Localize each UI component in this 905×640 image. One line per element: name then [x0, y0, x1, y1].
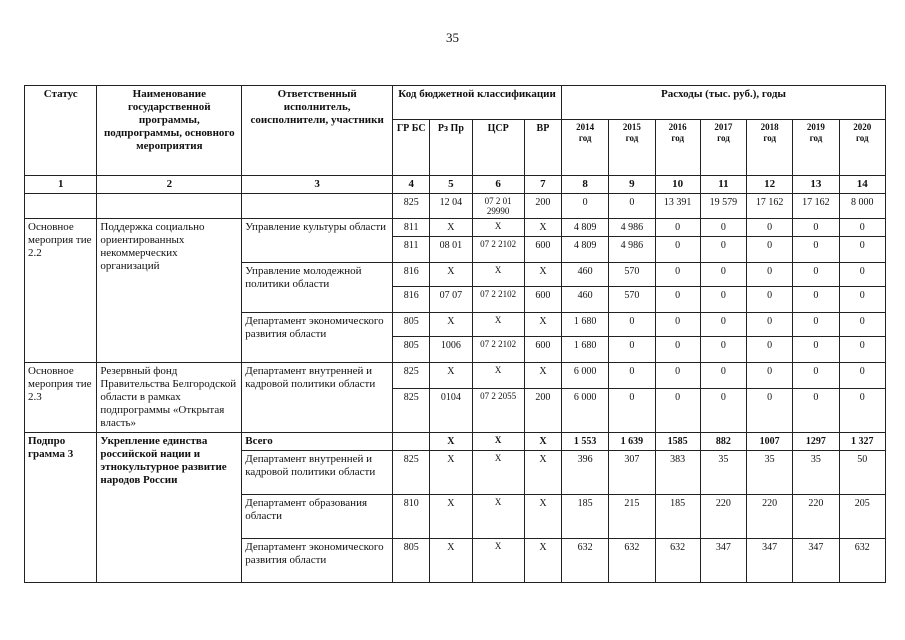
expense-cell: 0 — [839, 389, 885, 433]
budget-code-cell: 07 2 2055 — [472, 389, 524, 433]
header-year-unit: год — [578, 133, 592, 143]
expense-cell: 0 — [747, 287, 793, 313]
status-cell — [25, 194, 97, 219]
budget-code-cell: 811 — [393, 219, 430, 237]
expense-cell: 0 — [700, 363, 746, 389]
expense-cell: 632 — [839, 539, 885, 583]
expense-cell: 185 — [562, 495, 609, 539]
budget-code-cell: 825 — [393, 194, 430, 219]
budget-code-cell: Х — [524, 313, 561, 337]
table-row — [25, 433, 886, 451]
budget-code-cell: Х — [472, 495, 524, 539]
expense-cell: 383 — [655, 451, 700, 495]
budget-code-cell: Х — [430, 451, 472, 495]
expense-cell: 0 — [747, 263, 793, 287]
header-code-3: ВР — [524, 120, 561, 176]
expense-cell: 0 — [609, 337, 655, 363]
header-year-2019 — [793, 120, 839, 176]
expense-cell: 0 — [793, 313, 839, 337]
expense-cell: 1 553 — [562, 433, 609, 451]
column-number: 7 — [524, 176, 561, 194]
budget-code-cell: 805 — [393, 313, 430, 337]
expense-cell: 4 809 — [562, 219, 609, 237]
header-code-1: Рз Пр — [430, 120, 472, 176]
expense-cell: 307 — [609, 451, 655, 495]
budget-code-cell: Х — [430, 495, 472, 539]
expense-cell: 0 — [700, 237, 746, 263]
header-code-2: ЦСР — [472, 120, 524, 176]
expense-cell: 632 — [609, 539, 655, 583]
expense-cell: 1 639 — [609, 433, 655, 451]
header-year-2018 — [747, 120, 793, 176]
budget-code-cell: Х — [430, 219, 472, 237]
expense-cell: 17 162 — [793, 194, 839, 219]
expense-cell: 220 — [793, 495, 839, 539]
expense-cell: 0 — [609, 389, 655, 433]
budget-code-cell: 07 2 01 29990 — [472, 194, 524, 219]
expense-cell: 1007 — [747, 433, 793, 451]
table-row — [25, 194, 886, 219]
expense-cell: 19 579 — [700, 194, 746, 219]
expense-cell: 4 986 — [609, 219, 655, 237]
header-year-value: 2016 — [668, 122, 687, 132]
budget-code-cell: 07 2 2102 — [472, 337, 524, 363]
budget-code-cell: Х — [524, 539, 561, 583]
header-year-unit: год — [809, 133, 823, 143]
expense-cell: 570 — [609, 263, 655, 287]
expense-cell: 0 — [747, 363, 793, 389]
expense-cell: 35 — [793, 451, 839, 495]
table-row — [25, 363, 886, 389]
budget-table — [24, 85, 886, 583]
expense-cell: 0 — [793, 237, 839, 263]
expense-cell: 347 — [700, 539, 746, 583]
budget-code-cell: Х — [472, 363, 524, 389]
header-status: Статус — [25, 86, 97, 176]
expense-cell: 0 — [747, 313, 793, 337]
budget-code-cell: Х — [430, 433, 472, 451]
expense-cell: 632 — [562, 539, 609, 583]
name-cell: Укрепление единства российской нации и этнокультурное развитие народов России — [97, 433, 242, 583]
expense-cell: 8 000 — [839, 194, 885, 219]
column-numbers-row — [25, 176, 886, 194]
expense-cell: 0 — [655, 263, 700, 287]
column-number: 6 — [472, 176, 524, 194]
expense-cell: 0 — [793, 363, 839, 389]
expense-cell: 0 — [839, 219, 885, 237]
expense-cell: 0 — [655, 237, 700, 263]
expense-cell: 13 391 — [655, 194, 700, 219]
expense-cell: 50 — [839, 451, 885, 495]
budget-code-cell: 200 — [524, 194, 561, 219]
budget-code-cell: 811 — [393, 237, 430, 263]
budget-code-cell — [393, 433, 430, 451]
budget-code-cell: 12 04 — [430, 194, 472, 219]
header-responsible: Ответственный исполнитель, соисполнители, участники — [242, 86, 393, 176]
column-number: 4 — [393, 176, 430, 194]
responsible-cell: Департамент внутренней и кадровой политики области — [242, 363, 393, 433]
expense-cell: 35 — [747, 451, 793, 495]
header-year-2020 — [839, 120, 885, 176]
expense-cell: 0 — [747, 219, 793, 237]
expense-cell: 0 — [839, 287, 885, 313]
status-cell: Основное мероприя тие 2.2 — [25, 219, 97, 363]
expense-cell: 0 — [839, 263, 885, 287]
status-cell: Основное мероприя тие 2.3 — [25, 363, 97, 433]
header-year-value: 2015 — [622, 122, 641, 132]
expense-cell: 0 — [700, 287, 746, 313]
expense-cell: 0 — [747, 237, 793, 263]
budget-code-cell: 825 — [393, 451, 430, 495]
expense-cell: 0 — [700, 389, 746, 433]
responsible-cell: Департамент экономического развития области — [242, 539, 393, 583]
expense-cell: 185 — [655, 495, 700, 539]
budget-code-cell: Х — [524, 263, 561, 287]
responsible-cell: Всего — [242, 433, 393, 451]
expense-cell: 205 — [839, 495, 885, 539]
expense-cell: 6 000 — [562, 363, 609, 389]
budget-code-cell: 08 01 — [430, 237, 472, 263]
table-row — [25, 219, 886, 237]
expense-cell: 0 — [655, 337, 700, 363]
expense-cell: 396 — [562, 451, 609, 495]
budget-code-cell: Х — [524, 451, 561, 495]
budget-code-cell: Х — [430, 313, 472, 337]
expense-cell: 1 680 — [562, 337, 609, 363]
column-number: 12 — [747, 176, 793, 194]
budget-code-cell: Х — [524, 433, 561, 451]
column-number: 13 — [793, 176, 839, 194]
expense-cell: 0 — [700, 313, 746, 337]
expense-cell: 0 — [747, 337, 793, 363]
expense-cell: 0 — [655, 363, 700, 389]
budget-code-cell: Х — [472, 313, 524, 337]
responsible-cell: Управление молодежной политики области — [242, 263, 393, 313]
budget-code-cell: 825 — [393, 389, 430, 433]
column-number: 14 — [839, 176, 885, 194]
column-number: 3 — [242, 176, 393, 194]
expense-cell: 1 327 — [839, 433, 885, 451]
expense-cell: 0 — [700, 263, 746, 287]
budget-code-cell: 816 — [393, 287, 430, 313]
header-year-unit: год — [625, 133, 639, 143]
expense-cell: 0 — [793, 337, 839, 363]
responsible-cell: Департамент внутренней и кадровой политики области — [242, 451, 393, 495]
budget-code-cell: Х — [430, 363, 472, 389]
expense-cell: 882 — [700, 433, 746, 451]
expense-cell: 0 — [655, 219, 700, 237]
responsible-cell — [242, 194, 393, 219]
header-row-1 — [25, 86, 886, 120]
budget-code-cell: 805 — [393, 337, 430, 363]
responsible-cell: Департамент экономического развития области — [242, 313, 393, 363]
header-year-unit: год — [855, 133, 869, 143]
budget-code-cell: Х — [524, 219, 561, 237]
expense-cell: 215 — [609, 495, 655, 539]
page-number: 35 — [446, 30, 459, 45]
expense-cell: 347 — [793, 539, 839, 583]
budget-code-cell: 805 — [393, 539, 430, 583]
expense-cell: 1 680 — [562, 313, 609, 337]
expense-cell: 0 — [562, 194, 609, 219]
header-year-unit: год — [717, 133, 730, 143]
expense-cell: 632 — [655, 539, 700, 583]
header-year-value: 2018 — [760, 122, 779, 132]
header-year-unit: год — [671, 133, 684, 143]
header-name: Наименование государственной программы, подпрограммы, основного мероприятия — [97, 86, 242, 176]
expense-cell: 6 000 — [562, 389, 609, 433]
budget-code-cell: 200 — [524, 389, 561, 433]
expense-cell: 4 986 — [609, 237, 655, 263]
budget-code-cell: Х — [472, 539, 524, 583]
budget-code-cell: Х — [430, 263, 472, 287]
expense-cell: 0 — [839, 237, 885, 263]
budget-code-cell: 07 2 2102 — [472, 237, 524, 263]
budget-code-cell: Х — [430, 539, 472, 583]
expense-cell: 0 — [655, 313, 700, 337]
budget-code-cell: 07 07 — [430, 287, 472, 313]
expense-cell: 0 — [793, 219, 839, 237]
expense-cell: 0 — [609, 363, 655, 389]
status-cell: Подпро грамма 3 — [25, 433, 97, 583]
expense-cell: 0 — [655, 287, 700, 313]
name-cell — [97, 194, 242, 219]
name-cell: Резервный фонд Правительства Белгородской области в рамках подпрограммы «Открытая власть» — [97, 363, 242, 433]
name-cell: Поддержка социально ориентированных некоммерческих организаций — [97, 219, 242, 363]
header-year-value: 2020 — [853, 122, 872, 132]
column-number: 1 — [25, 176, 97, 194]
expense-cell: 0 — [793, 263, 839, 287]
expense-cell: 0 — [655, 389, 700, 433]
budget-code-cell: Х — [472, 219, 524, 237]
column-number: 11 — [700, 176, 746, 194]
header-year-2014 — [562, 120, 609, 176]
expense-cell: 0 — [609, 313, 655, 337]
header-expenses: Расходы (тыс. руб.), годы — [562, 86, 886, 120]
header-budget-code: Код бюджетной классификации — [393, 86, 562, 120]
budget-code-cell: Х — [472, 451, 524, 495]
expense-cell: 17 162 — [747, 194, 793, 219]
expense-cell: 0 — [839, 337, 885, 363]
expense-cell: 4 809 — [562, 237, 609, 263]
budget-code-cell: 600 — [524, 337, 561, 363]
expense-cell: 347 — [747, 539, 793, 583]
budget-code-cell: Х — [472, 263, 524, 287]
expense-cell: 460 — [562, 287, 609, 313]
expense-cell: 220 — [747, 495, 793, 539]
header-year-value: 2014 — [576, 122, 595, 132]
expense-cell: 0 — [747, 389, 793, 433]
responsible-cell: Департамент образования области — [242, 495, 393, 539]
header-year-unit: год — [763, 133, 776, 143]
expense-cell: 1585 — [655, 433, 700, 451]
expense-cell: 0 — [793, 389, 839, 433]
expense-cell: 220 — [700, 495, 746, 539]
expense-cell: 0 — [839, 363, 885, 389]
budget-code-cell: Х — [524, 363, 561, 389]
column-number: 5 — [430, 176, 472, 194]
budget-code-cell: Х — [472, 433, 524, 451]
budget-code-cell: 0104 — [430, 389, 472, 433]
budget-code-cell: 816 — [393, 263, 430, 287]
header-year-2015 — [609, 120, 655, 176]
budget-code-cell: Х — [524, 495, 561, 539]
column-number: 8 — [562, 176, 609, 194]
column-number: 10 — [655, 176, 700, 194]
budget-code-cell: 07 2 2102 — [472, 287, 524, 313]
expense-cell: 35 — [700, 451, 746, 495]
header-year-2017 — [700, 120, 746, 176]
expense-cell: 1297 — [793, 433, 839, 451]
budget-code-cell: 600 — [524, 287, 561, 313]
expense-cell: 0 — [839, 313, 885, 337]
header-year-value: 2017 — [714, 122, 733, 132]
expense-cell: 0 — [700, 219, 746, 237]
budget-code-cell: 810 — [393, 495, 430, 539]
budget-code-cell: 600 — [524, 237, 561, 263]
expense-cell: 460 — [562, 263, 609, 287]
column-number: 2 — [97, 176, 242, 194]
expense-cell: 0 — [793, 287, 839, 313]
header-year-2016 — [655, 120, 700, 176]
budget-code-cell: 825 — [393, 363, 430, 389]
budget-code-cell: 1006 — [430, 337, 472, 363]
column-number: 9 — [609, 176, 655, 194]
expense-cell: 570 — [609, 287, 655, 313]
expense-cell: 0 — [609, 194, 655, 219]
expense-cell: 0 — [700, 337, 746, 363]
header-year-value: 2019 — [806, 122, 825, 132]
header-code-0: ГР БС — [393, 120, 430, 176]
responsible-cell: Управление культуры области — [242, 219, 393, 263]
